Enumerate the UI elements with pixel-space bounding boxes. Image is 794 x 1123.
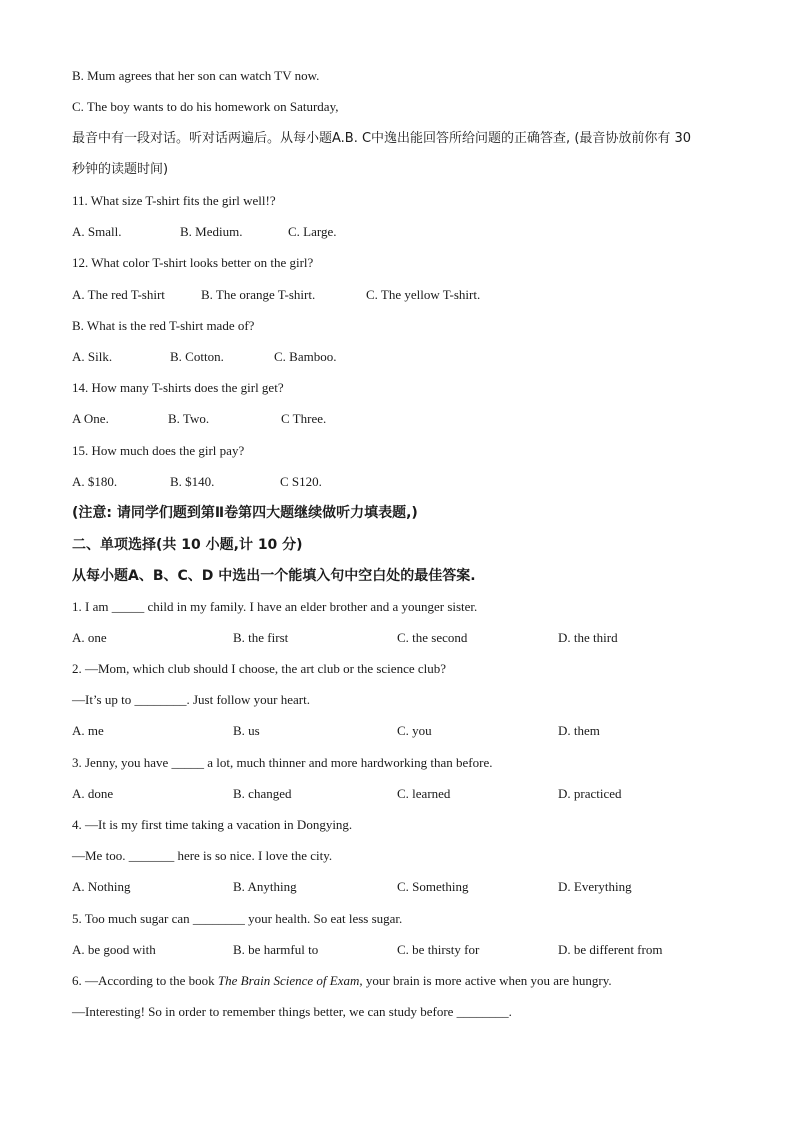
book-title: The Brain Science of Exam, bbox=[217, 973, 363, 988]
option-a: A. one bbox=[72, 630, 107, 645]
section-heading: 二、单项选择(共 10 小题,计 10 分) bbox=[72, 537, 303, 553]
option-b: B. Cotton. bbox=[170, 349, 224, 364]
option-c: C. the second bbox=[397, 630, 468, 645]
option-d: D. practiced bbox=[558, 786, 622, 801]
question-6-reply: —Interesting! So in order to remember things better, we can study before ________. bbox=[72, 1004, 512, 1019]
question-1: 1. I am _____ child in my family. I have an elder brother and a younger sister. bbox=[72, 599, 478, 614]
option-c: C. you bbox=[397, 723, 432, 738]
question-2-options bbox=[72, 722, 722, 740]
question-12: 12. What color T-shirt looks better on the girl? bbox=[72, 255, 314, 270]
question-4-options bbox=[72, 878, 722, 896]
listening-instruction: 最音中有一段对话。听对话两遍后。从每小题A.B. C中逸出能回答所给问题的正确答查, (最音协放前你有 30 bbox=[72, 131, 692, 146]
question-5-options bbox=[72, 941, 722, 959]
option-b: B. Medium. bbox=[180, 224, 243, 239]
option-c: C. learned bbox=[397, 786, 451, 801]
option-d: D. the third bbox=[558, 630, 618, 645]
option-c: C Three. bbox=[281, 411, 327, 426]
option-c: C S120. bbox=[280, 474, 322, 489]
question-12-options bbox=[72, 286, 722, 304]
option-c: C. be thirsty for bbox=[397, 942, 480, 957]
question-6-pre: 6. —According to the book bbox=[72, 973, 218, 988]
option-a: A. done bbox=[72, 786, 114, 801]
answer-option-line: B. Mum agrees that her son can watch TV now. bbox=[72, 68, 320, 83]
option-a: A. The red T-shirt bbox=[72, 287, 165, 302]
section-instruction: 从每小题A、B、C、D 中选出一个能填入句中空白处的最佳答案. bbox=[72, 568, 476, 584]
question-5: 5. Too much sugar can ________ your health. So eat less sugar. bbox=[72, 911, 403, 926]
option-c: C. Large. bbox=[288, 224, 337, 239]
question-14-options bbox=[72, 410, 722, 428]
question-4-reply: —Me too. _______ here is so nice. I love the city. bbox=[72, 848, 333, 863]
option-b: B. the first bbox=[233, 630, 289, 645]
option-b: B. Two. bbox=[168, 411, 210, 426]
option-b: B. be harmful to bbox=[233, 942, 319, 957]
question-13-options bbox=[72, 348, 722, 366]
question-15: 15. How much does the girl pay? bbox=[72, 443, 245, 458]
question-13: B. What is the red T-shirt made of? bbox=[72, 318, 255, 333]
question-11: 11. What size T-shirt fits the girl well!? bbox=[72, 193, 276, 208]
question-4: 4. —It is my first time taking a vacation in Dongying. bbox=[72, 817, 353, 832]
question-2: 2. —Mom, which club should I choose, the art club or the science club? bbox=[72, 661, 447, 676]
option-a: A. me bbox=[72, 723, 104, 738]
option-c: C. The yellow T-shirt. bbox=[366, 287, 481, 302]
option-a: A. Small. bbox=[72, 224, 122, 239]
option-c: C. Bamboo. bbox=[274, 349, 337, 364]
option-b: B. us bbox=[233, 723, 260, 738]
question-3-options bbox=[72, 785, 722, 803]
question-11-options bbox=[72, 223, 722, 241]
option-b: B. $140. bbox=[170, 474, 215, 489]
option-d: D. Everything bbox=[558, 879, 632, 894]
option-a: A. $180. bbox=[72, 474, 118, 489]
question-15-options bbox=[72, 473, 722, 491]
answer-option-line: C. The boy wants to do his homework on Saturday, bbox=[72, 99, 339, 114]
option-c: C. Something bbox=[397, 879, 469, 894]
option-a: A One. bbox=[72, 411, 109, 426]
option-a: A. Nothing bbox=[72, 879, 131, 894]
option-d: D. them bbox=[558, 723, 600, 738]
listening-instruction-cont: 秒钟的读题时间) bbox=[72, 162, 169, 177]
note: (注意: 请同学们题到第Ⅱ卷第四大题继续做听力填表题,) bbox=[72, 505, 418, 521]
option-a: A. Silk. bbox=[72, 349, 113, 364]
question-6-post: your brain is more active when you are hungry. bbox=[362, 973, 612, 988]
option-b: B. The orange T-shirt. bbox=[201, 287, 316, 302]
option-b: B. Anything bbox=[233, 879, 297, 894]
question-3: 3. Jenny, you have _____ a lot, much thinner and more hardworking than before. bbox=[72, 755, 493, 770]
question-2-reply: —It’s up to ________. Just follow your heart. bbox=[72, 692, 310, 707]
option-d: D. be different from bbox=[558, 942, 663, 957]
option-a: A. be good with bbox=[72, 942, 156, 957]
question-1-options bbox=[72, 629, 722, 647]
question-6 bbox=[72, 972, 612, 990]
option-b: B. changed bbox=[233, 786, 292, 801]
question-14: 14. How many T-shirts does the girl get? bbox=[72, 380, 284, 395]
